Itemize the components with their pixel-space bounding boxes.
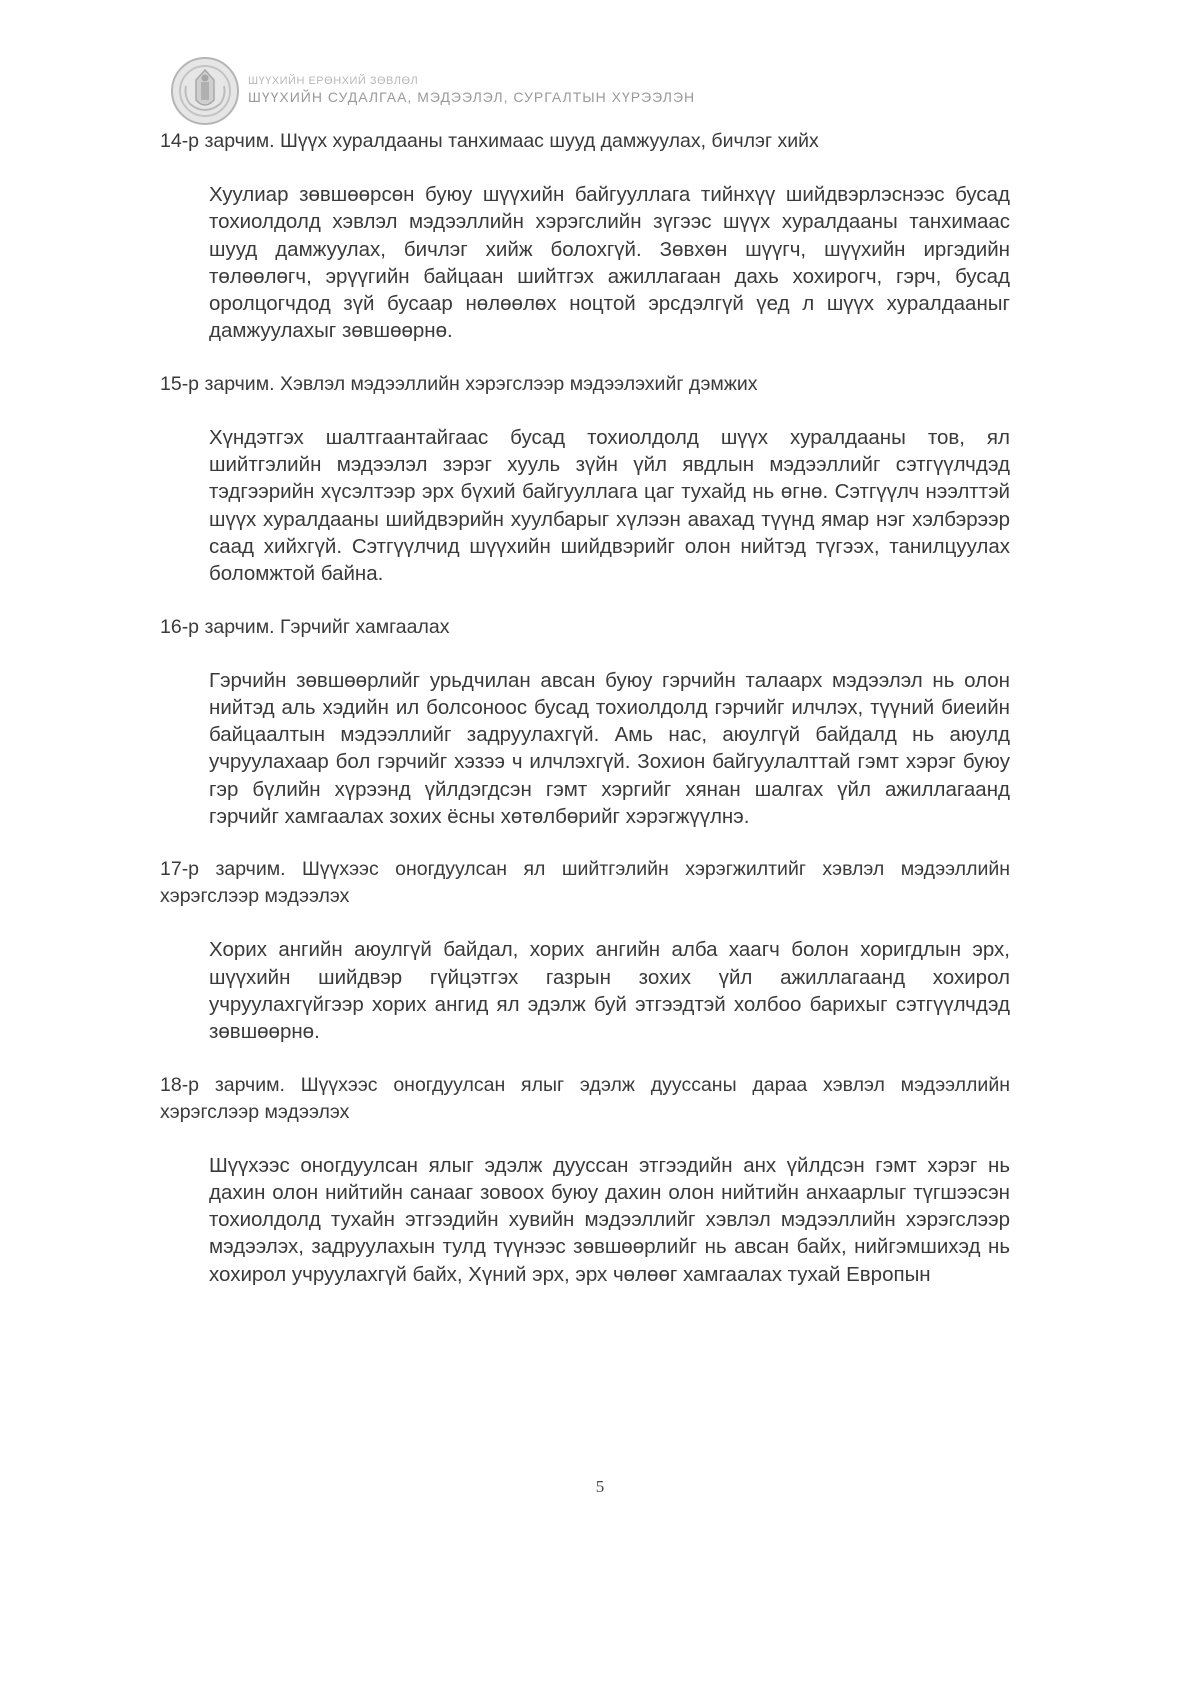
- principle-text: Шүүхээс оногдуулсан ялыг эдэлж дууссан этгээдийн анх үйлдсэн гэмт хэрэг нь дахин олон нийтийн санааг зовоох буюу дахин олон нийтийн анхаарлыг түгшээсэн тохиолдолд тухайн этгээдийн хувийн мэдээллийг хэвлэл мэдээллийн хэрэгслээр мэдээлэх, задруулахын тулд түүнээс зөвшөөрлийг нь авсан байх, нийгэмшихэд нь хохирол учруулахгүй байх, Хүний эрх, эрх чөлөөг хамгаалах тухай Европын: [209, 1153, 1010, 1286]
- header-institute: ШҮҮХИЙН СУДАЛГАА, МЭДЭЭЛЭЛ, СУРГАЛТЫН ХҮРЭЭЛЭН: [248, 89, 696, 105]
- page-header: [170, 50, 770, 130]
- principle-title: 14-р зарчим. Шүүх хуралдааны танхимаас шууд дамжуулах, бичлэг хийх: [160, 130, 819, 152]
- header-organization: ШҮҮХИЙН ЕРӨНХИЙ ЗӨВЛӨЛ: [248, 75, 419, 87]
- principle-18: [160, 1072, 1010, 1288]
- principle-text: Гэрчийн зөвшөөрлийг урьдчилан авсан буюу гэрчийн талаарх мэдээлэл нь олон нийтэд аль хэдийн ил болсоноос бусад тохиолдолд гэрчийг илчлэх, түүний биеийн байцаалтын мэдээллийг задруулахгүй. Амь нас, аюулгүй байдалд нь аюулд учруулахаар бол гэрчийг хэзээ ч илчлэхгүй. Зохион байгуулалттай гэмт хэрэг буюу гэр бүлийн хүрээнд үйлдэгдсэн гэмт хэргийг хянан шалгах үйл ажиллагаанд гэрчийг хамгаалах зохих ёсны хөтөлбөрийг хэрэгжүүлнэ.: [209, 668, 1010, 829]
- principle-title: 17-р зарчим. Шүүхээс оногдуулсан ял шийтгэлийн хэрэгжилтийг хэвлэл мэдээллийн хэрэгслээр мэдээлэх: [160, 858, 1010, 908]
- principle-15: [160, 371, 1010, 588]
- document-body: [160, 128, 1010, 1314]
- court-emblem-icon: [170, 56, 240, 126]
- header-text: [248, 74, 695, 106]
- principle-text: Хүндэтгэх шалтгаантайгаас бусад тохиолдолд шүүх хуралдааны тов, ял шийтгэлийн мэдээлэл зэрэг хууль зүйн үйл явдлын мэдээллийг сэтгүүлчдэд тэдгээрийн хүсэлтээр эрх бүхий байгууллага цаг тухайд нь өгнө. Сэтгүүлч нээлттэй шүүх хуралдааны шийдвэрийн хуулбарыг хүлээн авахад түүнд ямар нэг хэлбэрээр саад хийхгүй. Сэтгүүлчид шүүхийн шийдвэрийг олон нийтэд түгээх, танилцуулах боломжтой байна.: [209, 425, 1010, 586]
- principle-14: [160, 128, 1010, 345]
- principle-title: 15-р зарчим. Хэвлэл мэдээллийн хэрэгслээр мэдээлэхийг дэмжих: [160, 372, 758, 395]
- principle-17: [160, 856, 1010, 1045]
- principle-title: 18-р зарчим. Шүүхээс оногдуулсан ялыг эдэлж дууссаны дараа хэвлэл мэдээллийн хэрэгслээр мэдээлэх: [160, 1073, 1010, 1123]
- page-number: 5: [595, 1477, 605, 1496]
- principle-16: [160, 614, 1010, 831]
- principle-text: Хорих ангийн аюулгүй байдал, хорих ангийн алба хаагч болон хоригдлын эрх, шүүхийн шийдвэр гүйцэтгэх газрын зохих үйл ажиллагаанд хохирол учруулахгүйгээр хорих ангид ял эдэлж буй этгээдтэй холбоо барихыг сэтгүүлчдэд зөвшөөрнө.: [209, 938, 1010, 1044]
- principle-text: Хуулиар зөвшөөрсөн буюу шүүхийн байгууллага тийнхүү шийдвэрлэснээс бусад тохиолдолд хэвлэл мэдээллийн хэрэгслийн зүгээс шүүх хуралдааны танхимаас шууд дамжуулах, бичлэг хийж болохгүй. Зөвхөн шүүгч, шүүхийн иргэдийн төлөөлөгч, эрүүгийн байцаан шийтгэх ажиллагаан дахь хохирогч, гэрч, бусад оролцогчдод зүй бусаар нөлөөлөх ноцтой эрсдэлгүй үед л шүүх хуралдааныг дамжуулахыг зөвшөөрнө.: [209, 183, 1010, 343]
- principle-title: 16-р зарчим. Гэрчийг хамгаалах: [160, 615, 450, 638]
